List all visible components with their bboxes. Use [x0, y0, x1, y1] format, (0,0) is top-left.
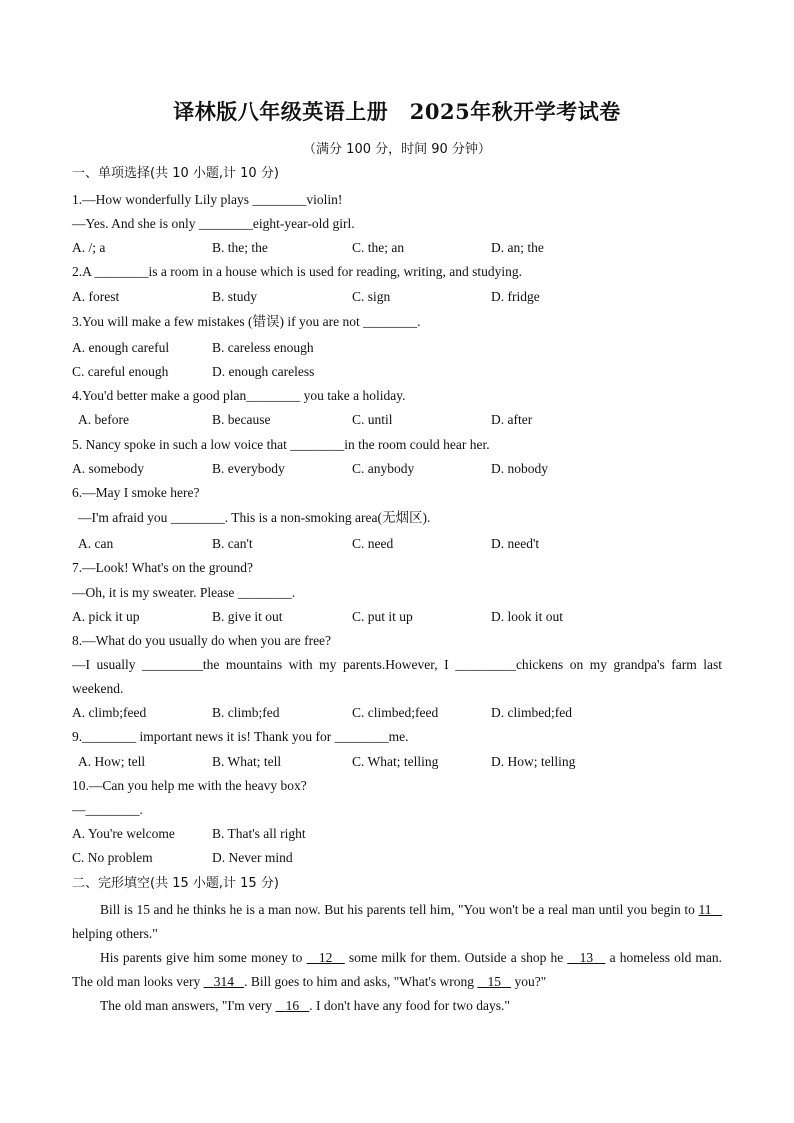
question-6-stem: 6.—May I smoke here? — [72, 485, 200, 500]
q9-option-a: A. How; tell — [78, 754, 146, 769]
q9-option-c: C. What; telling — [352, 754, 439, 769]
question-8-stem: 8.—What do you usually do when you are free? — [72, 633, 332, 648]
q7-option-b: B. give it out — [212, 609, 283, 624]
q1-option-a: A. /; a — [72, 240, 106, 255]
q10-option-c: C. No problem — [72, 850, 153, 865]
cloze-blank-15: 15 — [487, 974, 502, 989]
section-heading-cloze: 二、完形填空(共 15 小题,计 15 分) — [72, 876, 279, 891]
q10-option-a: A. You're welcome — [72, 826, 175, 841]
q4-option-c: C. until — [352, 412, 393, 427]
cloze-p2-text-e: you?" — [511, 974, 547, 989]
q3-option-a: A. enough careful — [72, 340, 170, 355]
q2-option-a: A. forest — [72, 289, 120, 304]
q10-option-b: B. That's all right — [212, 826, 306, 841]
q8-option-a: A. climb;feed — [72, 705, 147, 720]
q6-option-b: B. can't — [212, 536, 253, 551]
q7-option-c: C. put it up — [352, 609, 413, 624]
q1-option-c: C. the; an — [352, 240, 405, 255]
cloze-p2-text-a: His parents give him some money to — [100, 950, 307, 965]
q1-option-b: B. the; the — [212, 240, 268, 255]
cloze-blank-16: 16 — [285, 998, 300, 1013]
cloze-blank-13: 13 — [579, 950, 594, 965]
q5-option-d: D. nobody — [491, 461, 548, 476]
q2-option-c: C. sign — [352, 289, 391, 304]
q7-option-d: D. look it out — [491, 609, 564, 624]
cloze-p1-text-b: helping others." — [72, 926, 158, 941]
cloze-p1-text-a: Bill is 15 and he thinks he is a man now. But his parents tell him, "You won't be a real man until you begin to — [100, 902, 699, 917]
q10-option-d: D. Never mind — [212, 850, 293, 865]
cloze-blank-12: 12 — [318, 950, 333, 965]
question-8-reply-cont: weekend. — [72, 681, 124, 696]
cloze-blank-14: 314 — [213, 974, 234, 989]
q2-option-d: D. fridge — [491, 289, 540, 304]
q4-option-a: A. before — [78, 412, 129, 427]
question-8-reply: —I usually _________the mountains with my parents.However, I _________chickens on my grandpa's farm last — [72, 657, 722, 672]
cloze-p2-text-c: a homeless old man. The old man looks very — [72, 950, 723, 989]
cloze-blank-11: 11 — [698, 902, 712, 917]
q9-option-b: B. What; tell — [212, 754, 282, 769]
q1-option-d: D. an; the — [491, 240, 544, 255]
cloze-p3-text-a: The old man answers, "I'm very — [100, 998, 276, 1013]
question-1-reply: —Yes. And she is only ________eight-year-old girl. — [72, 216, 355, 231]
q4-option-b: B. because — [212, 412, 271, 427]
q6-option-d: D. need't — [491, 536, 540, 551]
question-7-reply: —Oh, it is my sweater. Please ________. — [72, 585, 296, 600]
question-5-stem: 5. Nancy spoke in such a low voice that ________in the room could hear her. — [72, 437, 490, 452]
q8-option-c: C. climbed;feed — [352, 705, 439, 720]
question-6-reply: —I'm afraid you ________. This is a non-smoking area(无烟区). — [78, 510, 431, 525]
cloze-p2-text-d: . Bill goes to him and asks, "What's wrong — [244, 974, 478, 989]
q8-option-b: B. climb;fed — [212, 705, 280, 720]
page-title: 译林版八年级英语上册 2025年秋开学考试卷 — [173, 99, 621, 124]
q5-option-b: B. everybody — [212, 461, 285, 476]
q3-option-d: D. enough careless — [212, 364, 315, 379]
question-9-stem: 9.________ important news it is! Thank you for ________me. — [72, 729, 409, 744]
q2-option-b: B. study — [212, 289, 258, 304]
q6-option-c: C. need — [352, 536, 394, 551]
q5-option-a: A. somebody — [72, 461, 144, 476]
q9-option-d: D. How; telling — [491, 754, 576, 769]
cloze-p3-text-b: . I don't have any food for two days." — [309, 998, 510, 1013]
q3-option-c: C. careful enough — [72, 364, 169, 379]
question-3-stem: 3.You will make a few mistakes (错误) if you are not ________. — [72, 314, 421, 329]
cloze-p2-text-b: some milk for them. Outside a shop he — [344, 950, 568, 965]
question-1-stem: 1.—How wonderfully Lily plays ________violin! — [72, 192, 343, 207]
q8-option-d: D. climbed;fed — [491, 705, 572, 720]
q4-option-d: D. after — [491, 412, 533, 427]
q6-option-a: A. can — [78, 536, 114, 551]
cloze-paragraph-1 — [72, 898, 722, 946]
question-10-stem: 10.—Can you help me with the heavy box? — [72, 778, 307, 793]
page-subtitle: （满分 100 分，时间 90 分钟） — [303, 142, 491, 157]
question-2-stem: 2.A ________is a room in a house which is used for reading, writing, and studying. — [72, 264, 522, 279]
section-heading-single-choice: 一、单项选择(共 10 小题,计 10 分) — [72, 166, 279, 181]
cloze-paragraph-2 — [72, 946, 722, 994]
question-7-stem: 7.—Look! What's on the ground? — [72, 560, 254, 575]
q7-option-a: A. pick it up — [72, 609, 140, 624]
question-4-stem: 4.You'd better make a good plan________ you take a holiday. — [72, 388, 406, 403]
q5-option-c: C. anybody — [352, 461, 415, 476]
cloze-paragraph-3 — [72, 994, 722, 1018]
question-10-reply: —________. — [72, 802, 143, 817]
q3-option-b: B. careless enough — [212, 340, 314, 355]
